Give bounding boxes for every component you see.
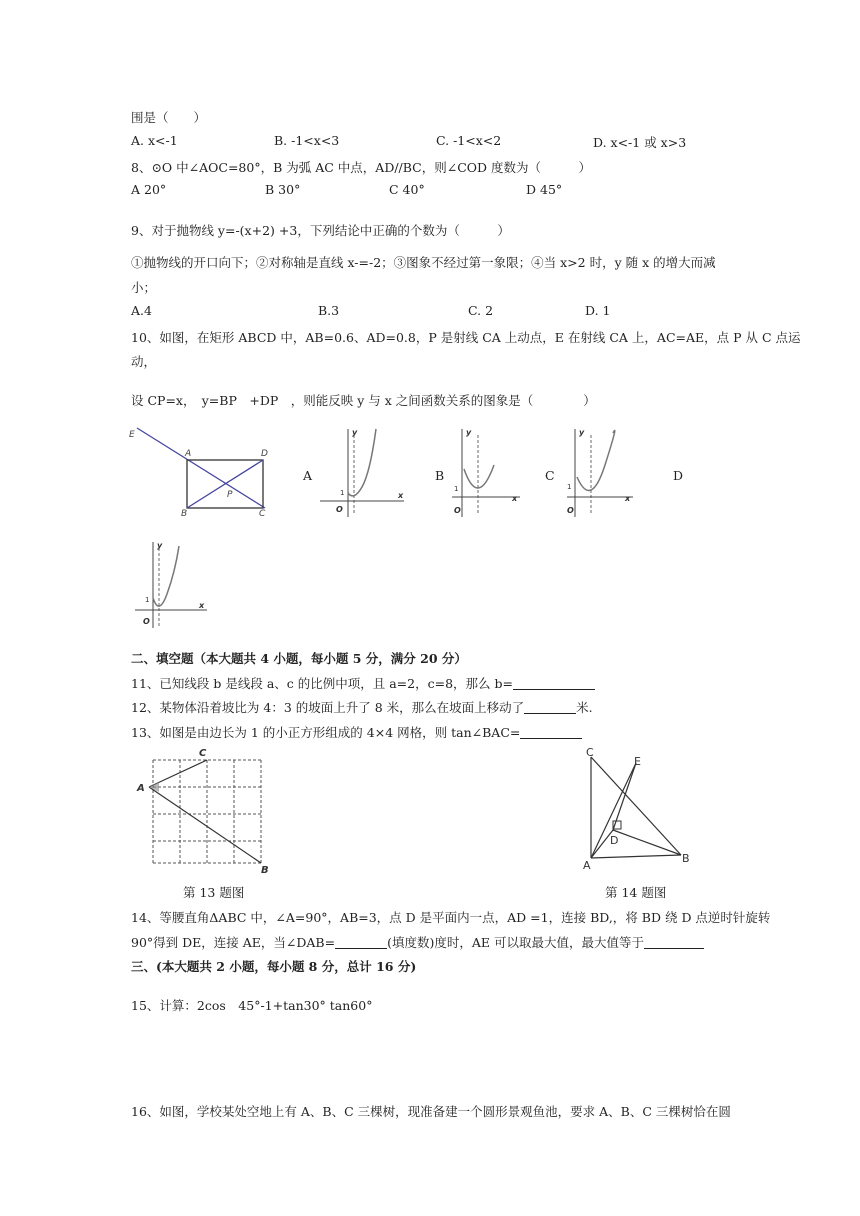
q7-option-b: B. -1<x<3 (274, 133, 340, 148)
graph-d-y: y (157, 541, 163, 550)
q11-text: 11、已知线段 b 是线段 a、c 的比例中项，且 a=2，c=8，那么 b= (131, 676, 513, 691)
q14-blank2 (644, 936, 704, 949)
q14-blank1 (335, 936, 387, 949)
graph-a-x: x (398, 491, 404, 500)
q14-line2 (131, 933, 704, 951)
q9-option-c: C. 2 (468, 303, 494, 318)
q10-line3: 设 CP=x， y=BP +DP ，则能反映 y 与 x 之间函数关系的图象是（ ） (131, 393, 596, 408)
q9-option-b: B.3 (318, 303, 340, 318)
graph-b-x: x (512, 494, 518, 503)
q9-option-a: A.4 (131, 303, 152, 318)
section3-heading: 三、(本大题共 2 小题，每小题 8 分，总计 16 分) (131, 959, 417, 974)
graph-a-o: O (336, 505, 343, 514)
q15: 15、计算：2cos 45°-1+tan30° tan60° (131, 998, 373, 1013)
q14-text-b: (填度数)度时，AE 可以取最大值，最大值等于 (387, 935, 644, 950)
graph-d (133, 538, 223, 630)
graph-b (450, 425, 540, 520)
label-a: A (185, 449, 192, 459)
q14-text-a: 90°得到 DE，连接 AE，当∠DAB= (131, 935, 336, 950)
fig14-label-a: A (583, 859, 591, 872)
q11 (131, 674, 595, 692)
label-b: B (181, 509, 188, 519)
fig14-label-c: C (586, 746, 594, 759)
label-c: C (259, 509, 266, 519)
fig14-triangle (578, 745, 698, 870)
q12-text-b: 米. (576, 700, 593, 715)
choice-a-label: A (303, 468, 313, 483)
q16: 16、如图，学校某处空地上有 A、B、C 三棵树，现准备建一个圆形景观鱼池，要求 A、B、C 三棵树恰在圆 (131, 1104, 731, 1119)
fig13-label-a: A (137, 783, 145, 794)
q10-rectangle-figure (125, 420, 285, 520)
q12 (131, 698, 593, 716)
q10-line2: 动， (131, 354, 157, 369)
graph-a-y: y (352, 428, 358, 437)
q9-line1: ①抛物线的开口向下；②对称轴是直线 x-=-2；③图象不经过第一象限；④当 x>2 时，y 随 x 的增大而减 (131, 255, 716, 270)
q12-text-a: 12、某物体沿着坡比为 4：3 的坡面上升了 8 米，那么在坡面上移动了 (131, 700, 525, 715)
q14-line1: 14、等腰直角ΔABC 中，∠A=90°，AB=3，点 D 是平面内一点，AD =1，连接 BD,，将 BD 绕 D 点逆时针旋转 (131, 910, 771, 925)
graph-b-one: 1 (454, 485, 459, 493)
graph-d-o: O (143, 617, 150, 626)
q9-line2: 小； (131, 280, 157, 295)
graph-c-y: y (579, 428, 585, 437)
fig13-caption: 第 13 题图 (183, 885, 245, 900)
fig14-label-d: D (610, 834, 619, 847)
graph-b-o: O (454, 506, 461, 515)
top-line: 围是（ ） (131, 110, 207, 125)
graph-c (565, 425, 655, 520)
graph-c-one: 1 (567, 483, 572, 491)
q10-line1: 10、如图，在矩形 ABCD 中，AB=0.6、AD=0.8，P 是射线 CA 上动点，E 在射线 CA 上，AC=AE，点 P 从 C 点运 (131, 330, 801, 345)
q9-stem: 9、对于抛物线 y=-(x+2) +3，下列结论中正确的个数为（ ） (131, 223, 510, 238)
choice-b-label: B (435, 468, 445, 483)
label-d: D (261, 449, 268, 459)
fig14-caption: 第 14 题图 (605, 885, 667, 900)
fig14-label-b: B (682, 852, 690, 865)
q11-blank (513, 677, 595, 690)
fig13-grid (135, 745, 275, 875)
q13 (131, 723, 582, 741)
fig13-label-c: C (199, 748, 207, 759)
graph-d-x: x (199, 601, 205, 610)
q8-stem: 8、⊙O 中∠AOC=80°，B 为弧 AC 中点，AD//BC，则∠COD 度数为（ ） (131, 160, 592, 175)
graph-c-o: O (567, 506, 574, 515)
label-p: P (227, 490, 233, 500)
q7-option-a: A. x<-1 (131, 133, 178, 148)
graph-a-one: 1 (340, 489, 345, 497)
q12-blank (524, 701, 576, 714)
q8-option-d: D 45° (526, 182, 563, 197)
q7-option-d: D. x<-1 或 x>3 (593, 135, 687, 150)
label-e: E (129, 430, 135, 440)
choice-c-label: C (545, 468, 555, 483)
q8-option-a: A 20° (131, 182, 167, 197)
graph-d-one: 1 (145, 596, 150, 604)
q13-blank (520, 726, 582, 739)
fig13-label-b: B (261, 865, 269, 876)
fig14-label-e: E (634, 755, 641, 768)
section2-heading: 二、填空题（本大题共 4 小题，每小题 5 分，满分 20 分） (131, 651, 467, 666)
q13-text: 13、如图是由边长为 1 的小正方形组成的 4×4 网格，则 tan∠BAC= (131, 725, 521, 740)
graph-c-x: x (625, 494, 631, 503)
graph-a (318, 425, 413, 520)
q7-option-c: C. -1<x<2 (436, 133, 502, 148)
q9-option-d: D. 1 (585, 303, 611, 318)
graph-b-y: y (466, 428, 472, 437)
q8-option-c: C 40° (389, 182, 425, 197)
q8-option-b: B 30° (265, 182, 301, 197)
choice-d-label: D (673, 468, 684, 483)
